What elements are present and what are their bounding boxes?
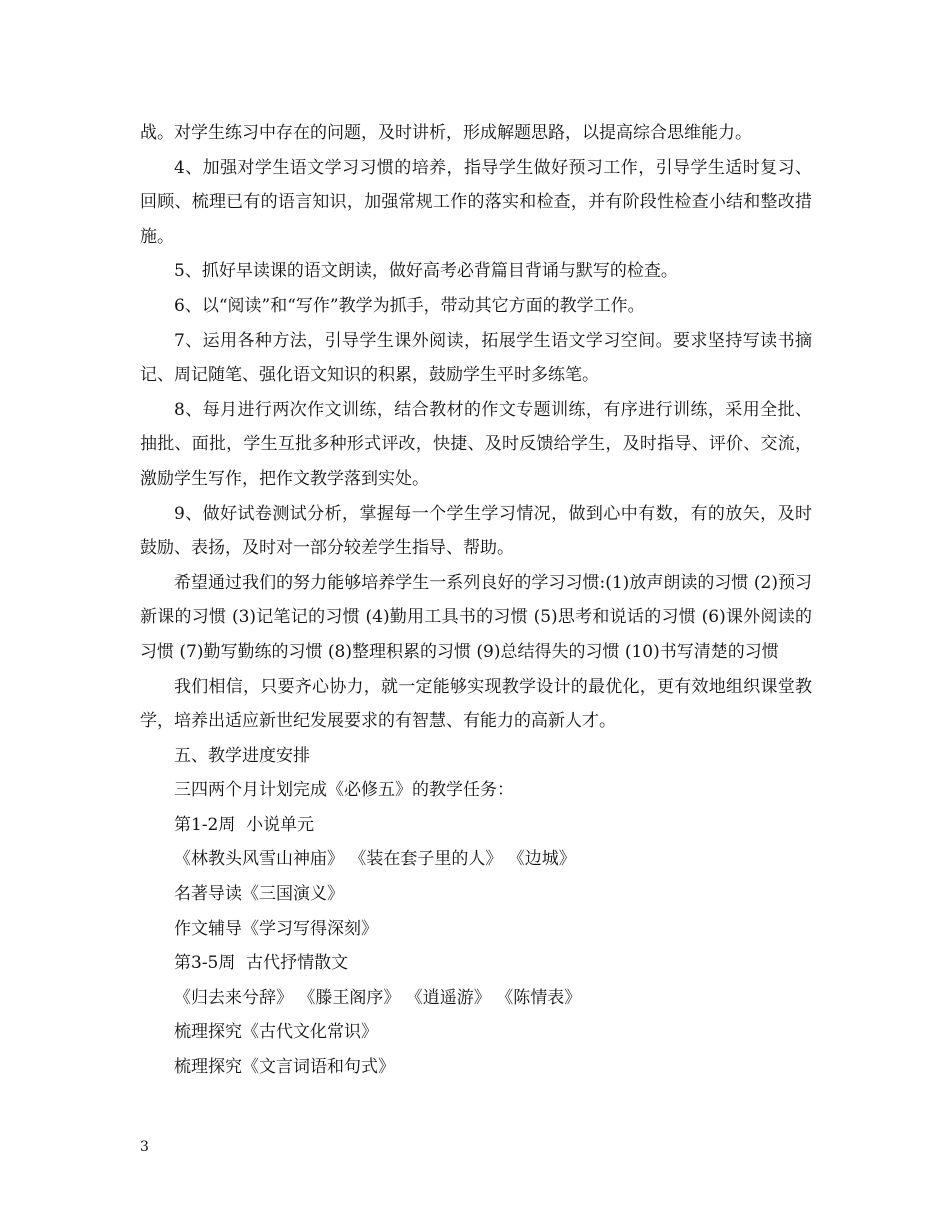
paragraph-continuation: 战。对学生练习中存在的问题，及时讲析，形成解题思路，以提高综合思维能力。 bbox=[140, 123, 752, 143]
schedule-intro: 三四两个月计划完成《必修五》的教学任务： bbox=[174, 780, 514, 801]
schedule-texts-novels: 《林教头风雪山神庙》 《装在套子里的人》 《边城》 bbox=[174, 849, 576, 870]
paragraph-item-4: 4、加强对学生语文学习习惯的培养，指导学生做好预习工作，引导学生适时复习、回顾、梳理已有的语言知识，加强常规工作的落实和检查，并有阶段性检查小结和整改措施。 bbox=[140, 157, 812, 247]
schedule-week-1-2: 第1-2周 小说单元 bbox=[174, 814, 315, 835]
paragraph-item-7: 7、运用各种方法，引导学生课外阅读，拓展学生语文学习空间。要求坚持写读书摘记、周记随笔、强化语文知识的积累，鼓励学生平时多练笔。 bbox=[140, 330, 812, 386]
schedule-study-grammar: 梳理探究《文言词语和句式》 bbox=[174, 1057, 395, 1078]
paragraph-belief: 我们相信，只要齐心协力，就一定能够实现教学设计的最优化，更有效地组织课堂教学，培养出适应新世纪发展要求的有智慧、有能力的高新人才。 bbox=[140, 676, 812, 732]
section-heading-schedule: 五、教学进度安排 bbox=[174, 745, 310, 766]
paragraph-item-8: 8、每月进行两次作文训练，结合教材的作文专题训练，有序进行训练，采用全批、抽批、面批，学生互批多种形式评改，快捷、及时反馈给学生，及时指导、评价、交流，激励学生写作，把作文教学落到实处。 bbox=[140, 399, 812, 489]
paragraph-item-6: 6、以“阅读”和“写作”教学为抓手，带动其它方面的教学工作。 bbox=[174, 295, 645, 316]
paragraph-item-5: 5、抓好早读课的语文朗读，做好高考必背篇目背诵与默写的检查。 bbox=[174, 261, 678, 282]
schedule-study-culture: 梳理探究《古代文化常识》 bbox=[174, 1022, 378, 1043]
schedule-classic-reading: 名著导读《三国演义》 bbox=[174, 884, 344, 905]
schedule-week-3-5: 第3-5周 古代抒情散文 bbox=[174, 953, 349, 974]
schedule-writing-guide: 作文辅导《学习写得深刻》 bbox=[174, 918, 378, 939]
paragraph-item-9: 9、做好试卷测试分析，掌握每一个学生学习情况，做到心中有数，有的放矢，及时鼓励、表扬，及时对一部分较差学生指导、帮助。 bbox=[140, 503, 812, 559]
paragraph-habits: 希望通过我们的努力能够培养学生一系列良好的学习习惯:(1)放声朗读的习惯 (2)预习新课的习惯 (3)记笔记的习惯 (4)勤用工具书的习惯 (5)思考和说话的习惯 (6)课外阅读的习惯 (7)勤写勤练的习惯 (8)整理积累的习惯 (9)总结得失的习惯 (10)书写清楚的习惯 bbox=[140, 572, 812, 662]
document-body bbox=[140, 116, 812, 1085]
schedule-texts-prose: 《归去来兮辞》 《滕王阁序》 《逍遥游》 《陈情表》 bbox=[174, 987, 582, 1008]
page-number: 3 bbox=[140, 1139, 149, 1155]
